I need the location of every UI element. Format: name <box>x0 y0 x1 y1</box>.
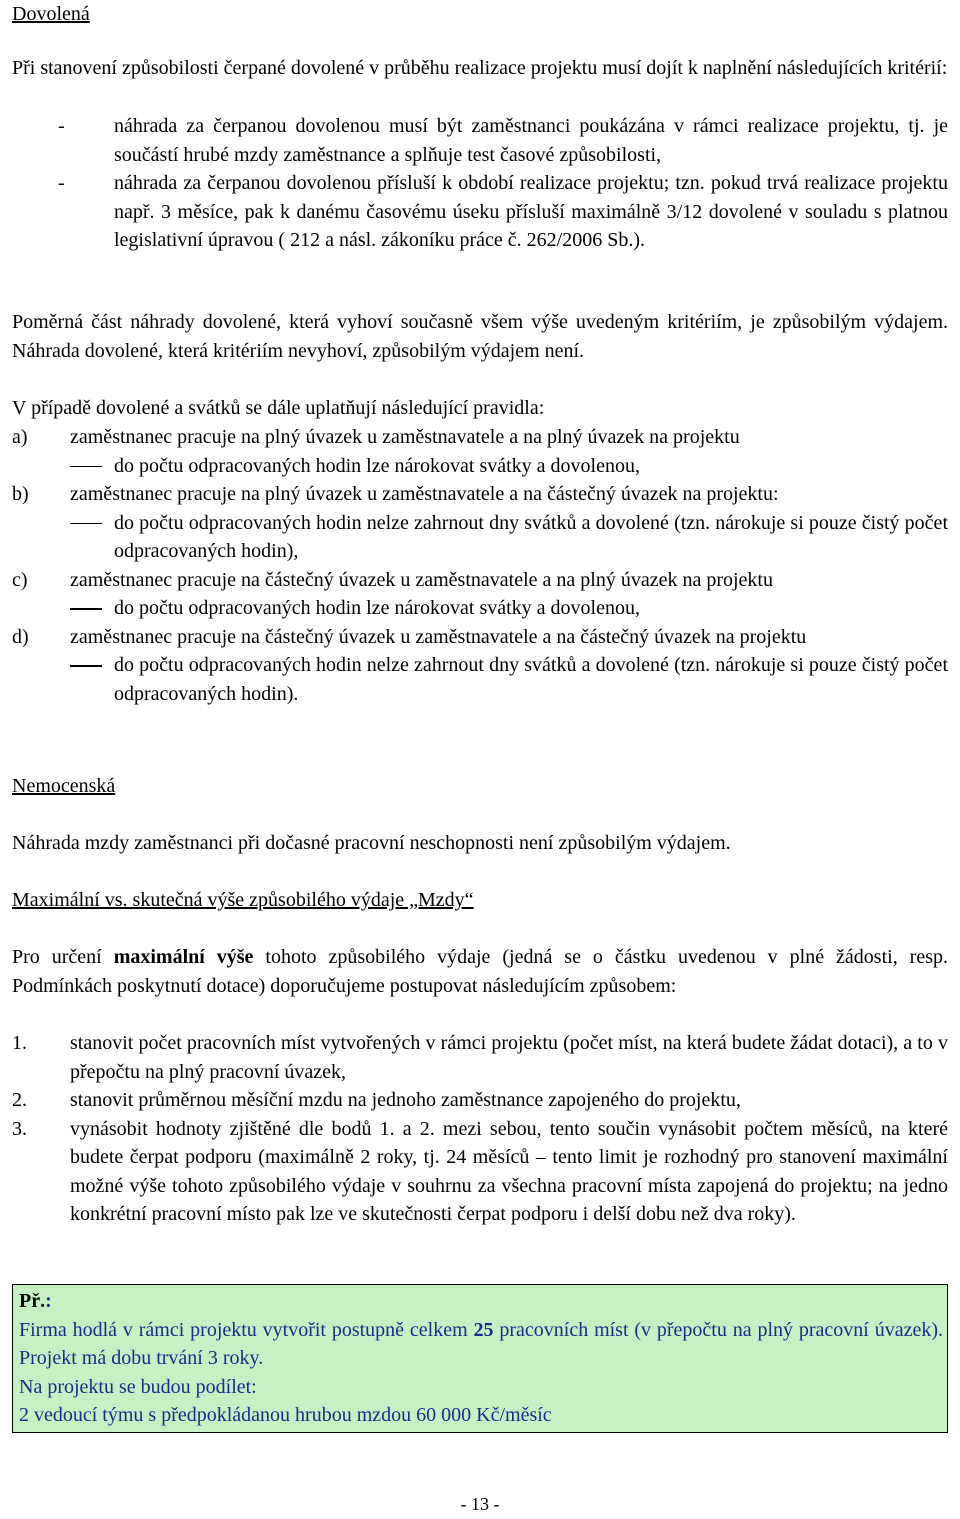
rule-sub-item <box>12 509 948 566</box>
svatky-intro: V případě dovolené a svátků se dále uplatňují následující pravidla: <box>12 397 545 419</box>
page-number: - 13 - <box>460 1494 500 1514</box>
rule-sub-item <box>12 594 948 623</box>
dash-marker <box>70 665 102 667</box>
rule-item <box>12 623 948 652</box>
rule-sub-text: do počtu odpracovaných hodin nelze zahrnout dny svátků a dovolené (tzn. nárokuje si pouze čistý počet odpracovaných hodin), <box>114 511 948 562</box>
rule-text: zaměstnanec pracuje na částečný úvazek u zaměstnavatele a na plný úvazek na projektu <box>70 568 773 591</box>
example-box <box>12 1284 948 1433</box>
section-heading-dovolena: Dovolená <box>12 3 90 25</box>
intro-text: tohoto způsobilého výdaje (jedná se o částku uvedenou v plné žádosti, resp. Podmínkách poskytnutí dotace) doporučujeme postupovat následujícím způsobem: <box>12 946 948 997</box>
pomerna-paragraph: Poměrná část náhrady dovolené, která vyhoví současně všem výše uvedeným kritériím, je způsobilým výdajem. Náhrada dovolené, která kritériím nevyhoví, způsobilým výdajem není. <box>12 311 948 362</box>
criteria-item <box>12 169 948 255</box>
example-bold: 25 <box>473 1318 494 1341</box>
rule-text: zaměstnanec pracuje na plný úvazek u zaměstnavatele a na plný úvazek na projektu <box>70 426 740 448</box>
rule-sub-text: do počtu odpracovaných hodin lze nárokovat svátky a dovolenou, <box>114 454 640 477</box>
rule-item <box>12 566 948 595</box>
section-heading-nemocenska: Nemocenská <box>12 775 116 797</box>
rule-item <box>12 480 948 509</box>
rule-marker: d) <box>12 625 29 648</box>
example-line: 2 vedoucí týmu s předpokládanou hrubou mzdou 60 000 Kč/měsíc <box>19 1404 552 1426</box>
rule-marker: b) <box>12 483 29 505</box>
rule-text: zaměstnanec pracuje na plný úvazek u zaměstnavatele a na částečný úvazek na projektu: <box>70 483 779 505</box>
dash-marker <box>70 523 102 525</box>
criteria-list <box>12 112 948 255</box>
criteria-item <box>12 112 948 169</box>
dovolena-intro: Při stanovení způsobilosti čerpané dovolené v průběhu realizace projektu musí dojít k naplnění následujících kritérií: <box>12 57 948 79</box>
step-marker: 1. <box>12 1032 27 1054</box>
steps-list <box>12 1029 948 1229</box>
step-marker: 2. <box>12 1089 27 1111</box>
example-text: pracovních míst (v přepočtu na plný pracovní úvazek). Projekt má dobu trvání 3 roky. <box>19 1318 943 1369</box>
step-item <box>12 1086 948 1115</box>
example-label <box>19 1287 943 1316</box>
rule-sub-text: do počtu odpracovaných hodin nelze zahrnout dny svátků a dovolené (tzn. nárokuje si pouze čistý počet odpracovaných hodin). <box>114 654 948 705</box>
dash-marker <box>70 608 102 610</box>
rule-marker: a) <box>12 426 28 448</box>
rule-sub-item <box>12 651 948 708</box>
step-text: vynásobit hodnoty zjištěné dle bodů 1. a 2. mezi sebou, tento součin vynásobit počtem měsíců, na které budete čerpat podporu (maximálně 2 roky, tj. 24 měsíců – tento limit je rozhodný pro stanovení maximální možné výše tohoto způsobilého výdaje v souhrnu za všechna pracovní místa zapojená do projektu; na jedno konkrétní pracovní místo pak lze ve skutečnosti čerpat podporu i delší dobu než dva roky). <box>70 1117 948 1225</box>
step-item <box>12 1115 948 1229</box>
intro-bold: maximální výše <box>113 946 254 968</box>
rule-text: zaměstnanec pracuje na částečný úvazek u zaměstnavatele a na částečný úvazek na projektu <box>70 625 807 648</box>
example-label-colon: : <box>45 1290 52 1312</box>
step-text: stanovit průměrnou měsíční mzdu na jednoho zaměstnance zapojeného do projektu, <box>70 1089 741 1111</box>
rule-sub-text: do počtu odpracovaných hodin lze nárokovat svátky a dovolenou, <box>114 597 640 619</box>
criteria-text: náhrada za čerpanou dovolenou musí být zaměstnanci poukázána v rámci realizace projektu, tj. je součástí hrubé mzdy zaměstnance a splňuje test časové způsobilosti, <box>114 115 948 166</box>
section-heading-maximalni: Maximální vs. skutečná výše způsobilého výdaje „Mzdy“ <box>12 889 474 911</box>
example-text: Firma hodlá v rámci projektu vytvořit postupně celkem <box>19 1318 474 1341</box>
criteria-text: náhrada za čerpanou dovolenou přísluší k období realizace projektu; tzn. pokud trvá realizace projektu např. 3 měsíce, pak k danému časovému úseku přísluší maximálně 3/12 dovolené v souladu s platnou legislativní úpravou ( 212 a násl. zákoníku práce č. 262/2006 Sb.). <box>114 172 948 251</box>
rule-sub-item <box>12 452 948 481</box>
example-line: Na projektu se budou podílet: <box>19 1375 257 1398</box>
rule-marker: c) <box>12 568 28 591</box>
dash-marker <box>70 466 102 468</box>
step-marker: 3. <box>12 1117 27 1140</box>
example-line <box>19 1316 943 1373</box>
list-marker: - <box>58 115 65 137</box>
step-item <box>12 1029 948 1086</box>
list-marker: - <box>58 172 65 194</box>
example-label-main: Př. <box>19 1290 46 1312</box>
step-text: stanovit počet pracovních míst vytvořených v rámci projektu (počet míst, na která budete žádat dotaci), a to v přepočtu na plný pracovní úvazek, <box>70 1032 948 1083</box>
maximalni-intro <box>12 943 948 1000</box>
rules-list <box>12 423 948 708</box>
intro-text: Pro určení <box>12 946 114 968</box>
rule-item <box>12 423 948 452</box>
nemocenska-text: Náhrada mzdy zaměstnanci při dočasné pracovní neschopnosti není způsobilým výdajem. <box>12 832 731 854</box>
